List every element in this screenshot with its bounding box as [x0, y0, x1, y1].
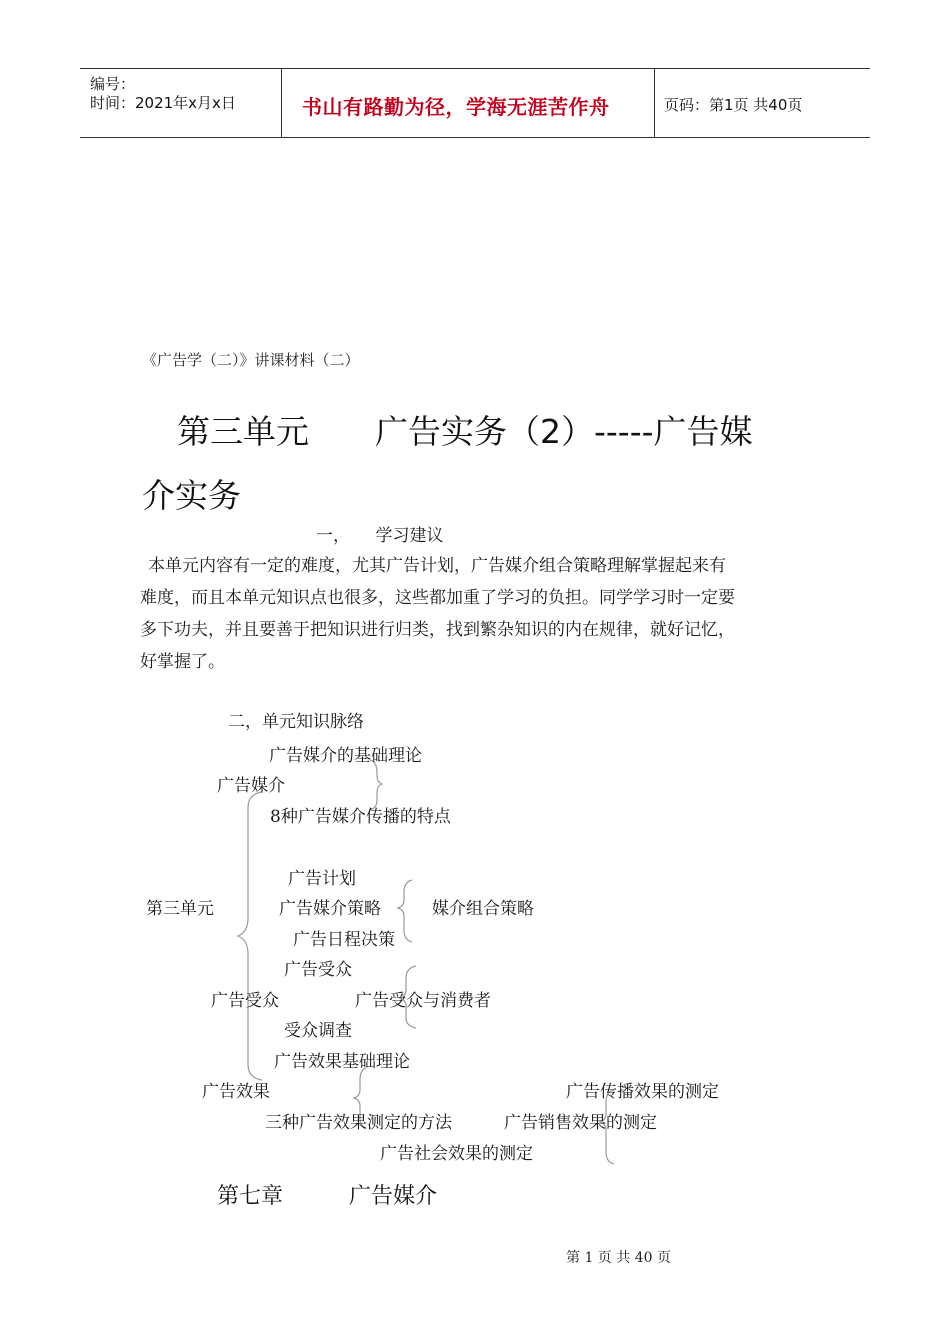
paragraph-line-4: 好掌握了。	[140, 652, 225, 672]
tree-effect-methods: 三种广告效果测定的方法	[265, 1113, 452, 1133]
section2-heading: 二，单元知识脉络	[228, 712, 364, 732]
tree-effect-comm: 广告传播效果的测定	[566, 1082, 719, 1102]
tree-effect-social: 广告社会效果的测定	[380, 1144, 533, 1164]
tree-audience-survey: 受众调查	[284, 1021, 352, 1041]
tree-effect-sales: 广告销售效果的测定	[504, 1113, 657, 1133]
page-info: 页码：第1页 共40页	[664, 96, 803, 114]
tree-media-mix: 媒介组合策略	[432, 899, 534, 919]
paragraph-line-3: 多下功夫，并且要善于把知识进行归类，找到繁杂知识的内在规律，就好记忆，	[140, 620, 735, 640]
tree-audience: 广告受众	[211, 991, 279, 1011]
paragraph-line-2: 难度，而且本单元知识点也很多，这些都加重了学习的负担。同学学习时一定要	[140, 588, 735, 608]
section1-heading: 一， 学习建议	[316, 526, 444, 546]
chapter-heading: 第七章 广告媒介	[217, 1184, 438, 1209]
tree-audience-top: 广告受众	[284, 960, 352, 980]
tree-schedule: 广告日程决策	[293, 930, 395, 950]
motto-text: 书山有路勤为径，学海无涯苦作舟	[302, 95, 610, 119]
root-brace	[238, 792, 262, 1080]
paragraph-line-1: 本单元内容有一定的难度，尤其广告计划，广告媒介组合策略理解掌握起来有	[148, 556, 726, 576]
tree-root: 第三单元	[146, 899, 214, 919]
tree-media-strategy: 广告媒介策略	[279, 899, 381, 919]
doc-title-line2: 介实务	[142, 476, 241, 515]
tree-media-types: 8种广告媒介传播的特点	[270, 807, 451, 827]
tree-audience-consumer: 广告受众与消费者	[355, 991, 491, 1011]
number-label: 编号：	[90, 75, 136, 93]
doc-title-line1: 第三单元 广告实务（2）-----广告媒	[177, 412, 753, 451]
strategy-brace	[398, 880, 412, 942]
tree-effect-basic: 广告效果基础理论	[274, 1052, 410, 1072]
doc-subtitle: 《广告学（二）》讲课材料（二）	[142, 351, 360, 369]
tree-media: 广告媒介	[217, 776, 285, 796]
tree-media-basic: 广告媒介的基础理论	[269, 746, 422, 766]
tree-plan: 广告计划	[288, 869, 356, 889]
page-footer: 第 1 页 共 40 页	[566, 1250, 671, 1266]
tree-effect: 广告效果	[202, 1082, 270, 1102]
time-label: 时间：2021年x月x日	[90, 94, 236, 112]
